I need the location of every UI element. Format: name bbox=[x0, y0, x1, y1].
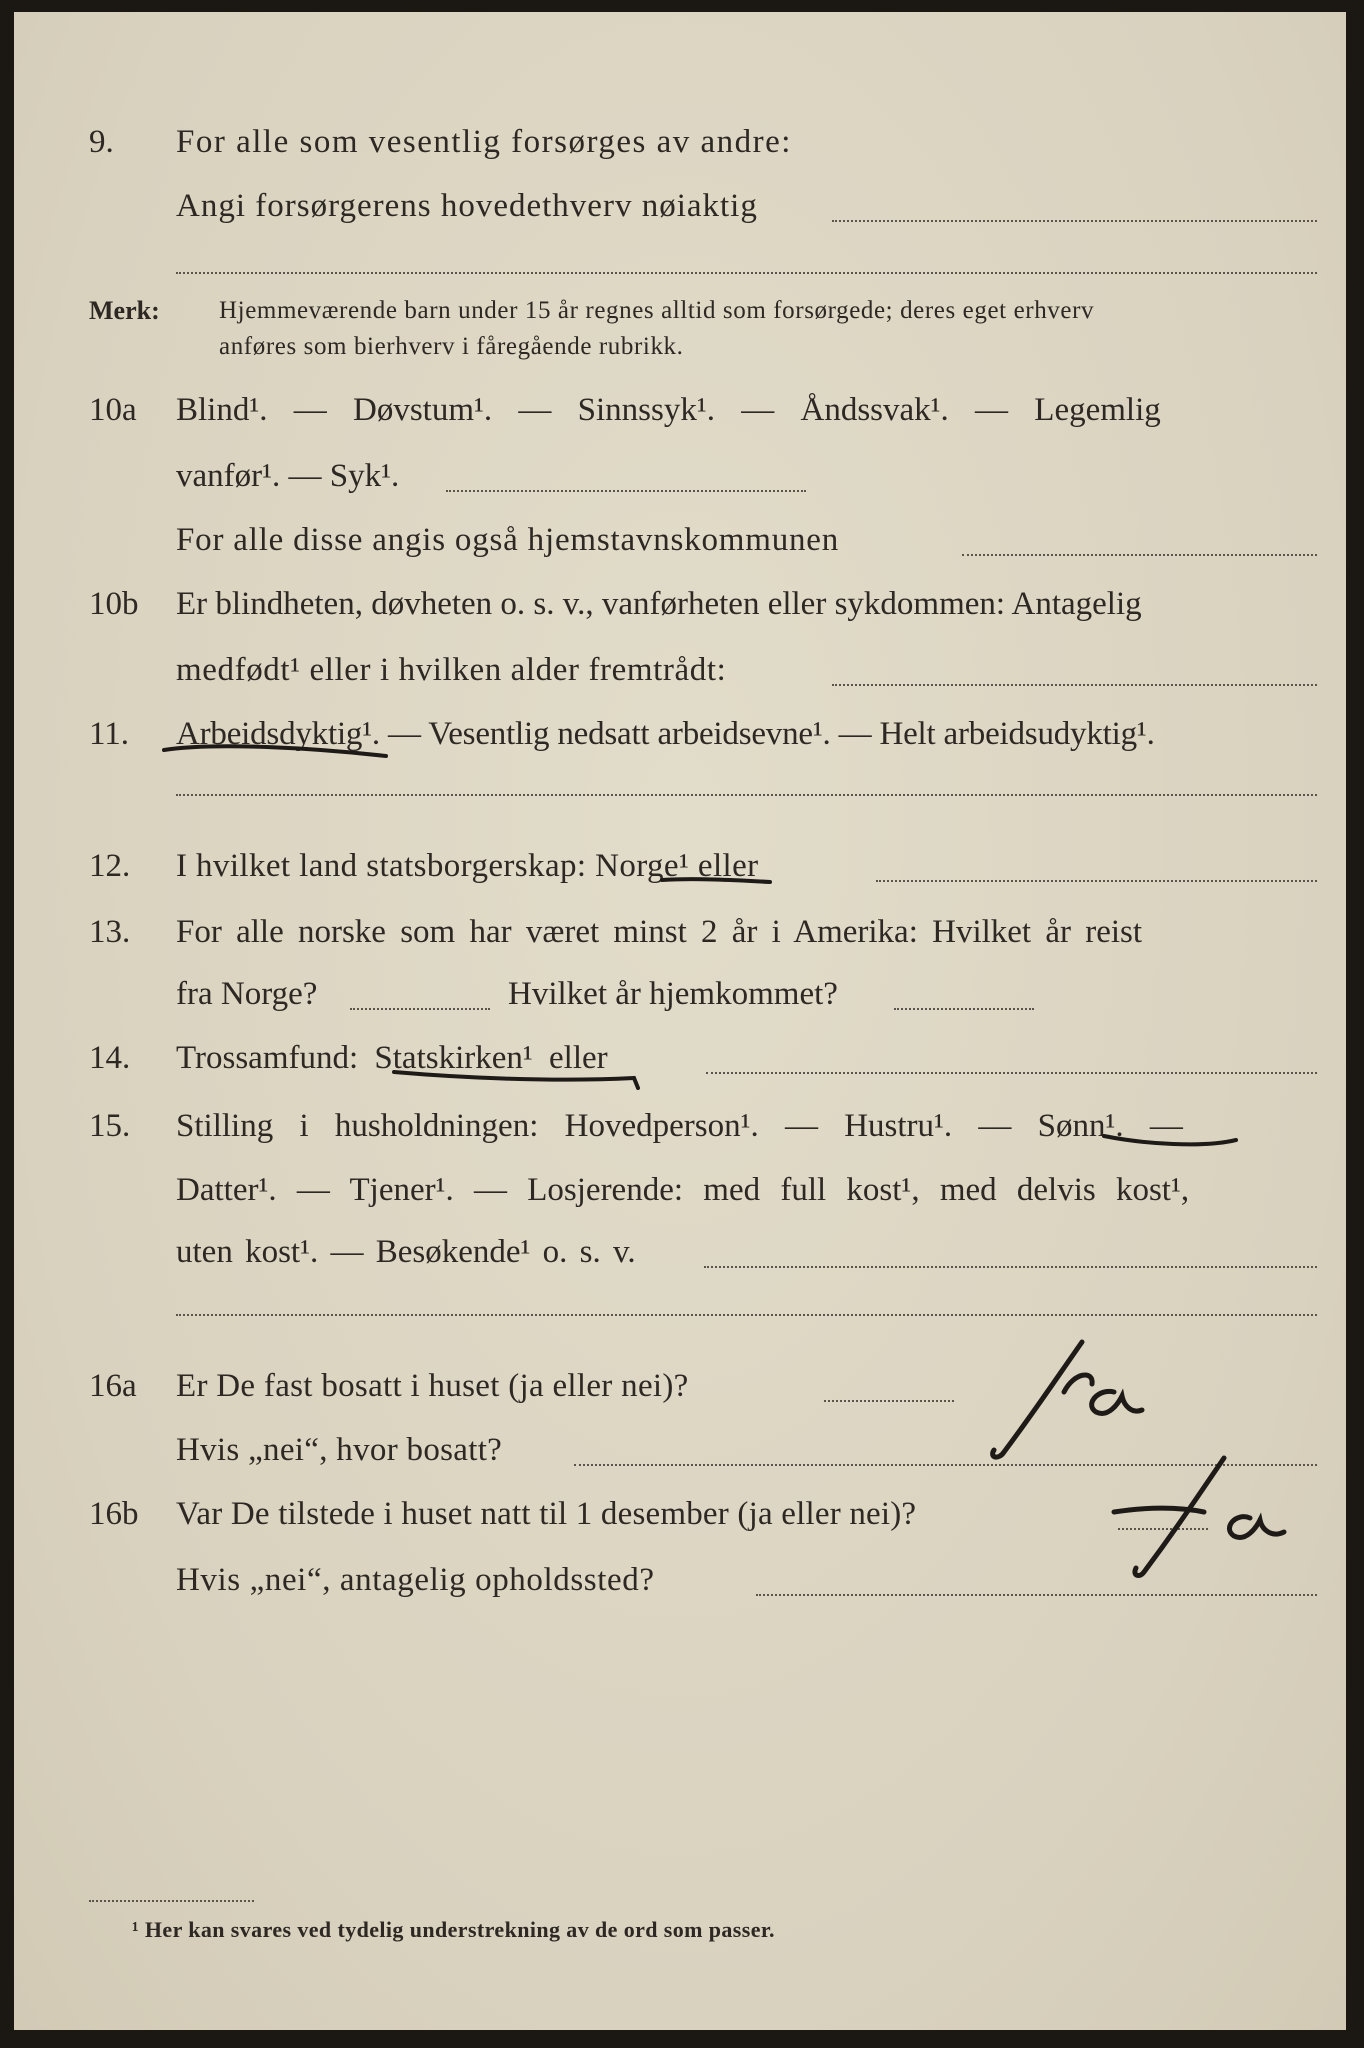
q12-number: 12. bbox=[89, 848, 131, 884]
q11-options: Arbeidsdyktig¹. — Vesentlig nedsatt arbeidsevne¹. — Helt arbeidsudyktig¹. bbox=[176, 716, 1155, 752]
q14-question: Trossamfund: Statskirken¹ eller bbox=[176, 1040, 608, 1076]
q10a-options-2: vanfør¹. — Syk¹. bbox=[176, 458, 400, 494]
q9-answer-line[interactable] bbox=[832, 220, 1317, 222]
q16a-row bbox=[14, 1364, 1346, 1408]
q10b-question-2: medfødt¹ eller i hvilken alder fremtrådt: bbox=[176, 652, 727, 688]
q10a-hometown-answer-line[interactable] bbox=[962, 554, 1317, 556]
q13-number: 13. bbox=[89, 914, 131, 950]
q16b-row-2 bbox=[14, 1558, 1346, 1602]
q13-return-answer-line[interactable] bbox=[894, 1008, 1034, 1010]
q15-options-3: uten kost¹. — Besøkende¹ o. s. v. bbox=[176, 1234, 636, 1270]
q10a-row-3 bbox=[14, 518, 1346, 562]
q11-answer-line[interactable] bbox=[176, 794, 1317, 796]
footnote: ¹ Her kan svares ved tydelig understrekning av de ord som passer. bbox=[132, 1917, 775, 1942]
q16a-question: Er De fast bosatt i huset (ja eller nei)? bbox=[176, 1368, 689, 1404]
q15-answer-line[interactable] bbox=[704, 1266, 1317, 1268]
q16b-question: Var De tilstede i huset natt til 1 desember (ja eller nei)? bbox=[176, 1496, 917, 1532]
q16a-followup: Hvis „nei“, hvor bosatt? bbox=[176, 1432, 503, 1468]
q16b-followup: Hvis „nei“, antagelig opholdssted? bbox=[176, 1562, 655, 1598]
q10b-row-2 bbox=[14, 648, 1346, 692]
merk-text-1: Hjemmeværende barn under 15 år regnes alltid som forsørgede; deres eget erhverv bbox=[219, 297, 1095, 324]
q12-answer-line[interactable] bbox=[876, 880, 1317, 882]
q16a-answer-line[interactable] bbox=[824, 1400, 954, 1402]
q15-answer-line-2[interactable] bbox=[176, 1314, 1317, 1316]
q9-question-2: Angi forsørgerens hovedethverv nøiaktig bbox=[176, 188, 758, 224]
q15-row-3 bbox=[14, 1230, 1346, 1274]
q15-options: Stilling i husholdningen: Hovedperson¹. — Hustru¹. — Sønn¹. — bbox=[176, 1108, 1183, 1144]
q9-answer-line-2[interactable] bbox=[176, 272, 1317, 274]
q10b-row bbox=[14, 582, 1346, 626]
q16a-followup-answer-line[interactable] bbox=[574, 1464, 1317, 1466]
q10b-answer-line[interactable] bbox=[832, 684, 1317, 686]
q15-options-2: Datter¹. — Tjener¹. — Losjerende: med full kost¹, med delvis kost¹, bbox=[176, 1172, 1190, 1208]
q10a-hometown-question: For alle disse angis også hjemstavnskommunen bbox=[176, 522, 840, 558]
q13-departure-label: fra Norge? bbox=[176, 976, 318, 1012]
q10a-row-2 bbox=[14, 454, 1346, 498]
q10a-number: 10a bbox=[89, 392, 137, 428]
q14-number: 14. bbox=[89, 1040, 131, 1076]
q12-row bbox=[14, 844, 1346, 888]
q15-number: 15. bbox=[89, 1108, 131, 1144]
q10a-answer-line[interactable] bbox=[446, 490, 806, 492]
q16a-row-2 bbox=[14, 1428, 1346, 1472]
q13-return-label: Hvilket år hjemkommet? bbox=[508, 976, 838, 1012]
q10b-question: Er blindheten, døvheten o. s. v., vanførheten eller sykdommen: Antagelig bbox=[176, 586, 1142, 622]
q16a-number: 16a bbox=[89, 1368, 137, 1404]
footnote-rule bbox=[89, 1900, 254, 1902]
q16b-row bbox=[14, 1492, 1346, 1536]
q10a-row bbox=[14, 388, 1346, 432]
q16b-number: 16b bbox=[89, 1496, 139, 1532]
q9-row-2 bbox=[14, 184, 1346, 228]
merk-text-2: anføres som bierhverv i fåregående rubrikk. bbox=[219, 333, 684, 360]
q9-question: For alle som vesentlig forsørges av andre: bbox=[176, 124, 792, 160]
q14-row bbox=[14, 1036, 1346, 1080]
q10a-options: Blind¹. — Døvstum¹. — Sinnssyk¹. — Åndssvak¹. — Legemlig bbox=[176, 392, 1161, 428]
q9-number: 9. bbox=[89, 124, 114, 160]
q14-answer-line[interactable] bbox=[706, 1072, 1317, 1074]
merk-label: Merk: bbox=[89, 296, 160, 325]
q11-row bbox=[14, 712, 1346, 756]
q16b-followup-answer-line[interactable] bbox=[756, 1594, 1317, 1596]
q13-row bbox=[14, 910, 1346, 954]
q13-departure-answer-line[interactable] bbox=[350, 1008, 490, 1010]
merk-note bbox=[89, 294, 160, 329]
q15-row-2 bbox=[14, 1168, 1346, 1212]
q16b-answer-line[interactable] bbox=[1118, 1528, 1208, 1530]
q9-row bbox=[14, 120, 1346, 164]
q13-question: For alle norske som har været minst 2 år i Amerika: Hvilket år reist bbox=[176, 914, 1143, 950]
q11-number: 11. bbox=[89, 716, 130, 752]
q13-row-2 bbox=[14, 972, 1346, 1016]
q12-question: I hvilket land statsborgerskap: Norge¹ eller bbox=[176, 848, 759, 884]
q15-row bbox=[14, 1104, 1346, 1148]
census-form-page bbox=[14, 12, 1346, 2030]
q10b-number: 10b bbox=[89, 586, 139, 622]
